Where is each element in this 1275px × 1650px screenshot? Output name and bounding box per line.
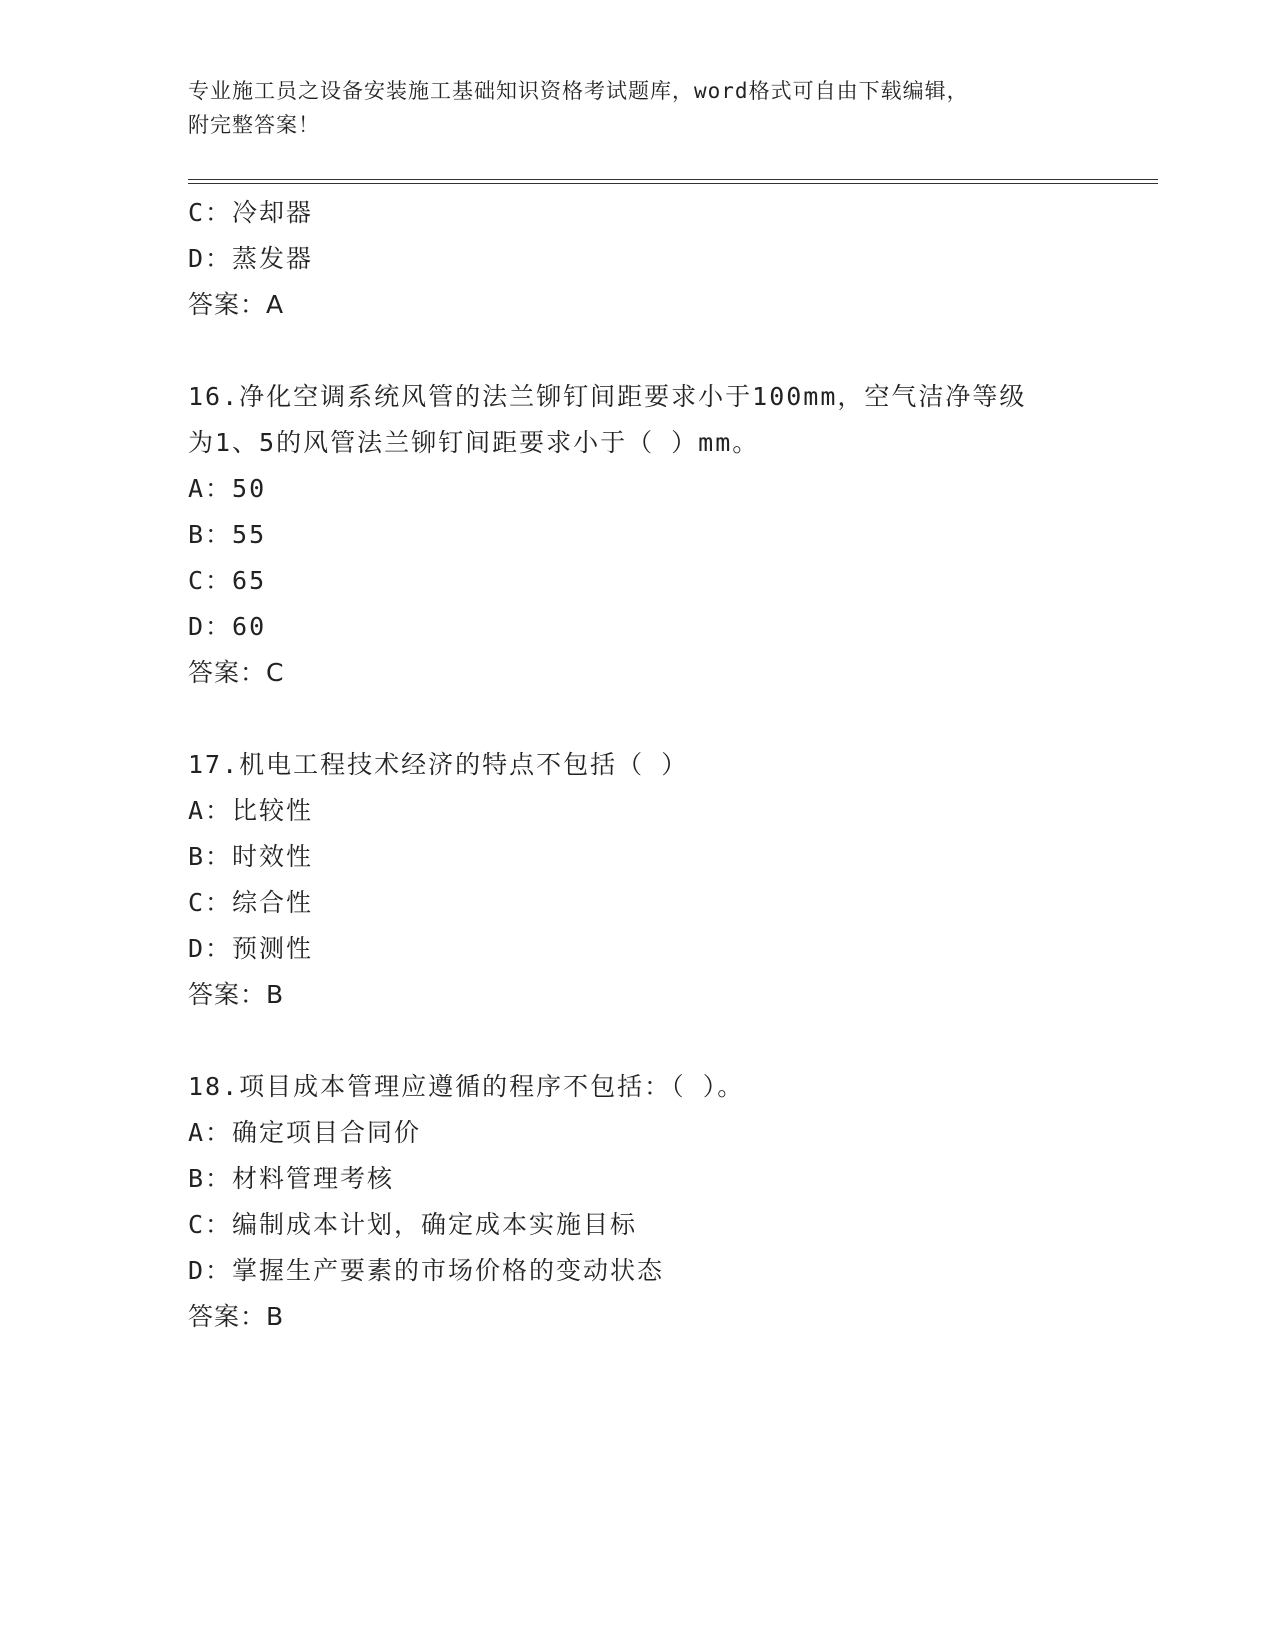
question-15-continuation [188, 190, 1158, 328]
option-c: C：65 [188, 566, 267, 595]
option-d: D：蒸发器 [188, 244, 314, 273]
question-list [188, 190, 1158, 1340]
question-stem-line-1: 18.项目成本管理应遵循的程序不包括：（ ）。 [188, 1072, 745, 1101]
option-c: C：编制成本计划，确定成本实施目标 [188, 1210, 638, 1239]
question-17 [188, 742, 1158, 1018]
spacer [188, 696, 1158, 742]
option-a: A：确定项目合同价 [188, 1118, 422, 1147]
option-d: D：预测性 [188, 934, 314, 963]
question-18 [188, 1064, 1158, 1340]
header-divider-top [188, 179, 1158, 180]
question-16 [188, 374, 1158, 696]
document-header [188, 74, 1068, 142]
header-title-line-2: 附完整答案！ [188, 113, 320, 137]
answer-line: 答案：C [188, 658, 285, 687]
answer-line: 答案：B [188, 980, 285, 1009]
spacer [188, 328, 1158, 374]
question-stem-line-2: 为1、5的风管法兰铆钉间距要求小于（ ）mm。 [188, 428, 760, 457]
question-stem-line-1: 16.净化空调系统风管的法兰铆钉间距要求小于100mm，空气洁净等级 [188, 382, 1027, 411]
question-stem-line-1: 17.机电工程技术经济的特点不包括（ ） [188, 750, 689, 779]
option-c: C：综合性 [188, 888, 314, 917]
answer-line: 答案：A [188, 290, 285, 319]
option-b: B：材料管理考核 [188, 1164, 395, 1193]
option-c: C：冷却器 [188, 198, 314, 227]
option-b: B：55 [188, 520, 267, 549]
option-d: D：掌握生产要素的市场价格的变动状态 [188, 1256, 665, 1285]
header-divider-bottom [188, 183, 1158, 184]
option-a: A：比较性 [188, 796, 314, 825]
option-d: D：60 [188, 612, 267, 641]
header-title-line-1: 专业施工员之设备安装施工基础知识资格考试题库，word格式可自由下载编辑， [188, 79, 969, 103]
option-b: B：时效性 [188, 842, 314, 871]
spacer [188, 1018, 1158, 1064]
option-a: A：50 [188, 474, 267, 503]
answer-line: 答案：B [188, 1302, 285, 1331]
